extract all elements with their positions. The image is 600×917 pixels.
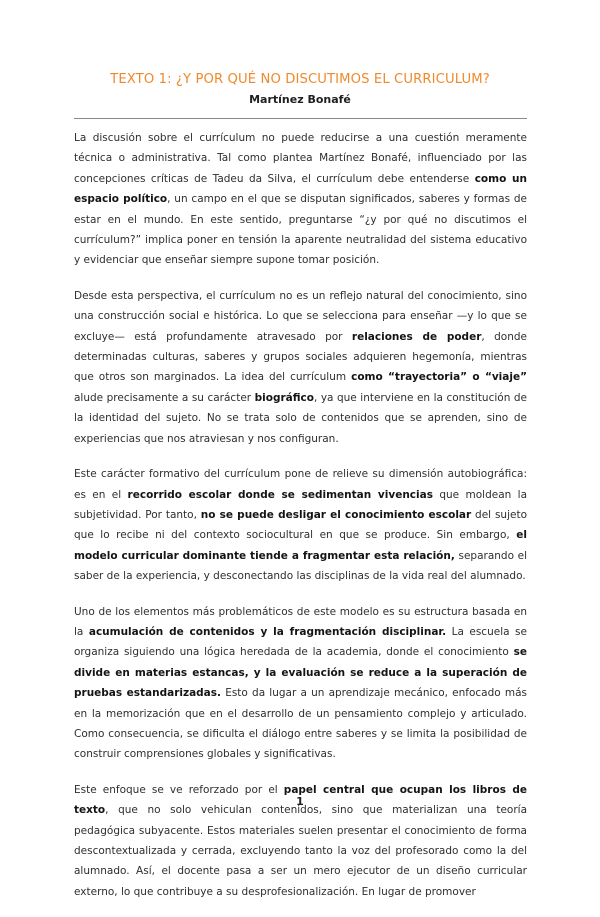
text-run: , que no solo vehiculan contenidos, sino que materializan una teoría pedagógica subyacente. Estos materiales suelen presentar el conocimiento de forma descontextualizada y cerrada, excluyendo tanto la voz del profesorado como la del alumnado. Así, el docente pasa a ser un mero ejecutor de un diseño curricular externo, lo que contribuye a su desprofesionalización. En lugar de promover — [74, 804, 527, 898]
paragraph — [74, 464, 527, 586]
text-run: Uno de los elementos más problemáticos de este modelo es su estructura basada en la — [74, 605, 527, 638]
text-run: Este carácter formativo del currículum pone de relieve su dimensión autobiográfica: es en el — [74, 468, 527, 501]
bold-text: relaciones de poder — [351, 330, 482, 343]
text-run: , un campo en el que se disputan significados, saberes y formas de estar en el mundo. En este sentido, preguntarse “¿y por qué no discutimos el currículum?” implica poner en tensión la aparente neutralidad del sistema educativo y evidenciar que enseñar siempre supone tomar posición. — [74, 193, 527, 267]
paragraph — [74, 128, 527, 271]
title-divider — [74, 118, 527, 119]
bold-text: como “trayectoria” o “viaje” — [351, 371, 527, 384]
text-run: separando el saber de la experiencia, y desconectando las disciplinas de la vida real del alumnado. — [74, 549, 527, 583]
text-run: Este enfoque se ve reforzado por el — [74, 783, 284, 796]
paragraph — [74, 286, 527, 449]
bold-text: el modelo curricular dominante tiende a fragmentar esta relación, — [74, 529, 527, 562]
bold-text: recorrido escolar donde se sedimentan vivencias — [127, 488, 433, 501]
page-number: 1 — [296, 795, 304, 808]
text-run: Esto da lugar a un aprendizaje mecánico, enfocado más en la memorización que en el desarrollo de un pensamiento complejo y articulado. Como consecuencia, se dificulta el diálogo entre saberes y se limita la posibilidad de construir comprensiones globales y significativas. — [74, 687, 527, 761]
bold-text: como un espacio político — [74, 172, 528, 206]
text-run: La discusión sobre el currículum no puede reducirse a una cuestión meramente técnica o administrativa. Tal como plantea Martínez Bonafé, influenciado por las concepciones críticas de Tadeu da Silva, el currículum debe entenderse — [74, 132, 527, 185]
text-run: alude precisamente a su carácter — [74, 391, 255, 404]
bold-text: biográfico — [254, 391, 314, 404]
text-run: , ya que interviene en la constitución de la identidad del sujeto. No se trata solo de contenidos que se aprenden, sino de experiencias que nos atraviesan y nos configuran. — [74, 391, 527, 445]
bold-text: no se puede desligar el conocimiento escolar — [200, 508, 472, 521]
bold-text: acumulación de contenidos y la fragmentación disciplinar. — [88, 625, 447, 638]
text-run: Desde esta perspectiva, el currículum no es un reflejo natural del conocimiento, sino una construcción social e histórica. Lo que se selecciona para enseñar —y lo que se excluye— está profundamente atravesado por — [74, 289, 527, 343]
bold-text: se divide en materias estancas, y la evaluación se reduce a la superación de pruebas estandarizadas. — [74, 646, 527, 700]
text-run: , donde determinadas culturas, saberes y grupos sociales adquieren hegemonía, mientras que otros son marginados. La idea del currículum — [74, 330, 527, 384]
text-run: del sujeto que lo recibe ni del contexto sociocultural en que se produce. Sin embargo, — [74, 508, 527, 542]
author-name: Martínez Bonafé — [249, 93, 351, 106]
text-run: que moldean la subjetividad. Por tanto, — [74, 488, 528, 521]
paragraph — [74, 602, 527, 765]
bold-text: papel central que ocupan los libros de texto — [74, 783, 527, 817]
text-run: La escuela se organiza siguiendo una lógica heredada de la academia, donde el conocimiento — [74, 625, 527, 659]
page-title: TEXTO 1: ¿Y POR QUÉ NO DISCUTIMOS EL CURRICULUM? — [110, 72, 490, 87]
